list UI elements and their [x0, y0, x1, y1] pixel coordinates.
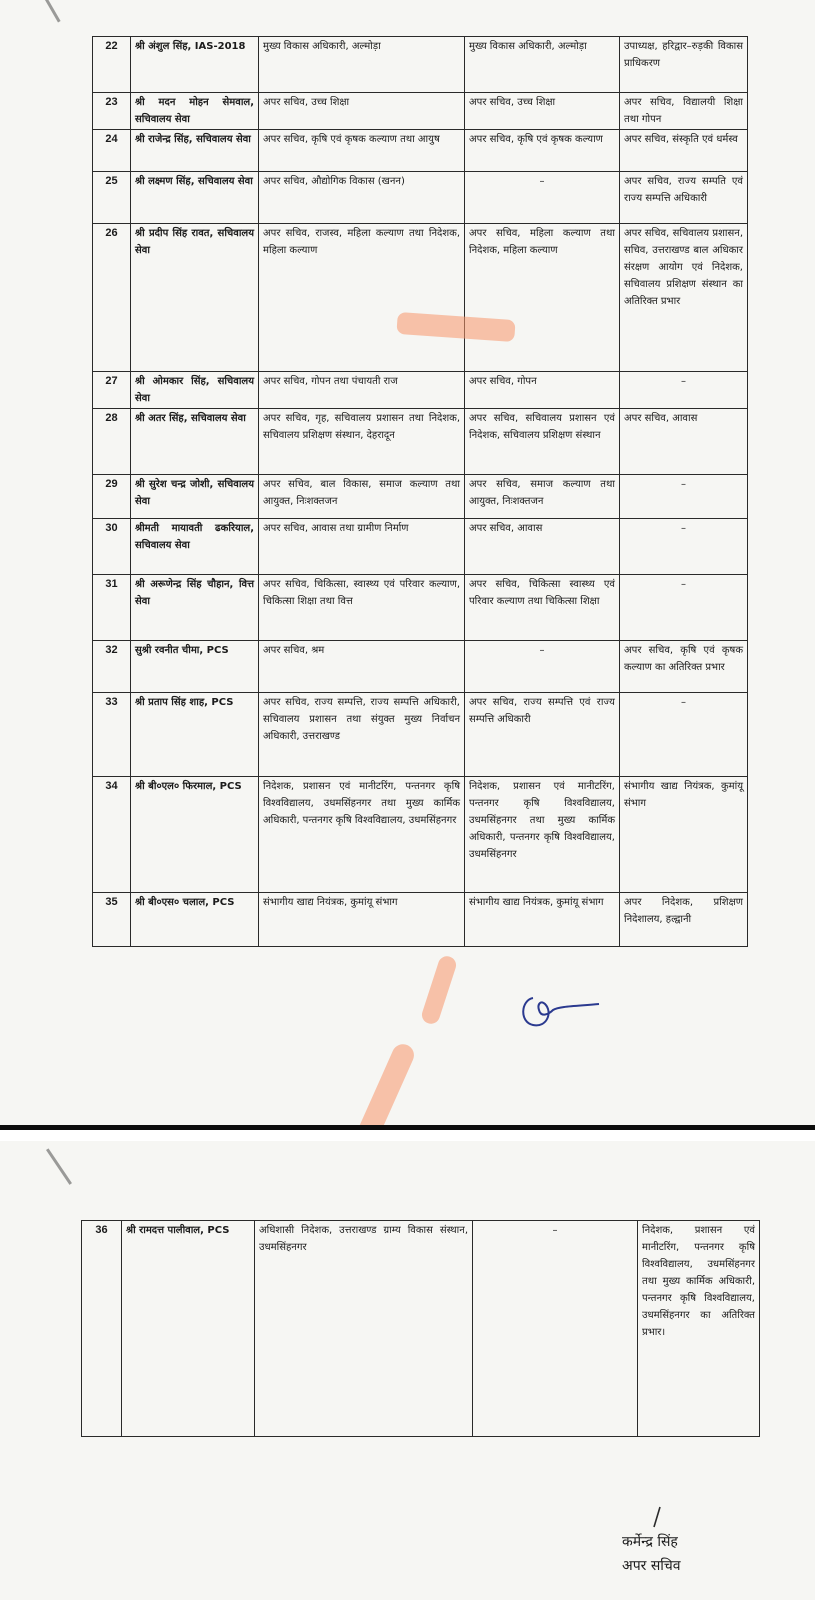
serial-number-cell: 29: [93, 475, 131, 519]
serial-number-cell: 27: [93, 372, 131, 409]
officer-name-cell: श्री रामदत्त पालीवाल, PCS: [122, 1221, 255, 1437]
serial-number-cell: 23: [93, 93, 131, 130]
current-posting-cell: अपर सचिव, उच्च शिक्षा: [259, 93, 465, 130]
new-posting-cell: –: [620, 693, 748, 777]
signatory-block: [622, 1530, 681, 1578]
retained-posting-cell: संभागीय खाद्य नियंत्रक, कुमांयू संभाग: [465, 893, 620, 947]
initials-signature: [519, 992, 619, 1032]
officer-name-cell: श्री लक्ष्मण सिंह, सचिवालय सेवा: [131, 172, 259, 224]
table-row: [93, 641, 748, 693]
retained-posting-cell: अपर सचिव, कृषि एवं कृषक कल्याण: [465, 130, 620, 172]
officer-name-cell: श्री अरूणेन्द्र सिंह चौहान, वित्त सेवा: [131, 575, 259, 641]
serial-number-cell: 22: [93, 37, 131, 93]
serial-number-cell: 35: [93, 893, 131, 947]
table-row: [93, 409, 748, 475]
serial-number-cell: 34: [93, 777, 131, 893]
new-posting-cell: –: [620, 475, 748, 519]
serial-number-cell: 32: [93, 641, 131, 693]
table-row: [93, 37, 748, 93]
current-posting-cell: अपर सचिव, बाल विकास, समाज कल्याण तथा आयुक्त, निःशक्तजन: [259, 475, 465, 519]
retained-posting-cell: मुख्य विकास अधिकारी, अल्मोड़ा: [465, 37, 620, 93]
serial-number-cell: 30: [93, 519, 131, 575]
table-row: [93, 93, 748, 130]
officer-name-cell: श्री सुरेश चन्द्र जोशी, सचिवालय सेवा: [131, 475, 259, 519]
transfer-table-body: [93, 37, 748, 947]
signatory-designation: अपर सचिव: [622, 1558, 681, 1574]
current-posting-cell: अपर सचिव, गोपन तथा पंचायती राज: [259, 372, 465, 409]
serial-number-cell: 36: [82, 1221, 122, 1437]
current-posting-cell: अधिशासी निदेशक, उत्तराखण्ड ग्राम्य विकास संस्थान, उधमसिंहनगर: [255, 1221, 473, 1437]
new-posting-cell: –: [620, 575, 748, 641]
new-posting-cell: अपर सचिव, राज्य सम्पति एवं राज्य सम्पत्ति अधिकारी: [620, 172, 748, 224]
retained-posting-cell: अपर सचिव, उच्च शिक्षा: [465, 93, 620, 130]
current-posting-cell: अपर सचिव, गृह, सचिवालय प्रशासन तथा निदेशक, सचिवालय प्रशिक्षण संस्थान, देहरादून: [259, 409, 465, 475]
retained-posting-cell: अपर सचिव, महिला कल्याण तथा निदेशक, महिला कल्याण: [465, 224, 620, 372]
current-posting-cell: अपर सचिव, चिकित्सा, स्वास्थ्य एवं परिवार कल्याण, चिकित्सा शिक्षा तथा वित्त: [259, 575, 465, 641]
table-row: [93, 893, 748, 947]
table-row: [93, 172, 748, 224]
new-posting-cell: अपर निदेशक, प्रशिक्षण निदेशालय, हल्द्वानी: [620, 893, 748, 947]
current-posting-cell: संभागीय खाद्य नियंत्रक, कुमांयू संभाग: [259, 893, 465, 947]
transfer-table-bottom: [81, 1220, 760, 1437]
serial-number-cell: 28: [93, 409, 131, 475]
retained-posting-cell: –: [473, 1221, 638, 1437]
officer-name-cell: सुश्री रवनीत चीमा, PCS: [131, 641, 259, 693]
new-posting-cell: संभागीय खाद्य नियंत्रक, कुमांयू संभाग: [620, 777, 748, 893]
new-posting-cell: –: [620, 519, 748, 575]
officer-name-cell: श्री प्रताप सिंह शाह, PCS: [131, 693, 259, 777]
new-posting-cell: अपर सचिव, विद्यालयी शिक्षा तथा गोपन: [620, 93, 748, 130]
new-posting-cell: उपाध्यक्ष, हरिद्वार–रुड़की विकास प्राधिकरण: [620, 37, 748, 93]
officer-name-cell: श्री अतर सिंह, सचिवालय सेवा: [131, 409, 259, 475]
new-posting-cell: अपर सचिव, आवास: [620, 409, 748, 475]
current-posting-cell: अपर सचिव, कृषि एवं कृषक कल्याण तथा आयुष: [259, 130, 465, 172]
officer-name-cell: श्रीमती मायावती ढकरियाल, सचिवालय सेवा: [131, 519, 259, 575]
new-posting-cell: अपर सचिव, कृषि एवं कृषक कल्याण का अतिरिक्त प्रभार: [620, 641, 748, 693]
transfer-table-body: [82, 1221, 760, 1437]
officer-name-cell: श्री मदन मोहन सेमवाल, सचिवालय सेवा: [131, 93, 259, 130]
table-row: [93, 693, 748, 777]
current-posting-cell: अपर सचिव, आवास तथा ग्रामीण निर्माण: [259, 519, 465, 575]
current-posting-cell: अपर सचिव, राज्य सम्पत्ति, राज्य सम्पत्ति अधिकारी, सचिवालय प्रशासन तथा संयुक्त मुख्य निर्वाचन अधिकारी, उत्तराखण्ड: [259, 693, 465, 777]
transfer-table-top: [92, 36, 748, 947]
new-posting-cell: –: [620, 372, 748, 409]
officer-name-cell: श्री बी०एल० फिरमाल, PCS: [131, 777, 259, 893]
retained-posting-cell: अपर सचिव, आवास: [465, 519, 620, 575]
serial-number-cell: 26: [93, 224, 131, 372]
table-row: [93, 519, 748, 575]
retained-posting-cell: अपर सचिव, गोपन: [465, 372, 620, 409]
retained-posting-cell: अपर सचिव, राज्य सम्पत्ति एवं राज्य सम्पत्ति अधिकारी: [465, 693, 620, 777]
table-row: [93, 575, 748, 641]
table-row: [82, 1221, 760, 1437]
retained-posting-cell: –: [465, 641, 620, 693]
serial-number-cell: 24: [93, 130, 131, 172]
new-posting-cell: अपर सचिव, संस्कृति एवं धर्मस्व: [620, 130, 748, 172]
new-posting-cell: निदेशक, प्रशासन एवं मानीटरिंग, पन्तनगर कृषि विश्वविद्यालय, उधमसिंहनगर तथा मुख्य कार्मिक अधिकारी, पन्तनगर कृषि विश्वविद्यालय, उधमसिंहनगर का अतिरिक्त प्रभार।: [638, 1221, 760, 1437]
serial-number-cell: 33: [93, 693, 131, 777]
serial-number-cell: 25: [93, 172, 131, 224]
retained-posting-cell: अपर सचिव, समाज कल्याण तथा आयुक्त, निःशक्तजन: [465, 475, 620, 519]
current-posting-cell: अपर सचिव, औद्योगिक विकास (खनन): [259, 172, 465, 224]
retained-posting-cell: –: [465, 172, 620, 224]
retained-posting-cell: अपर सचिव, सचिवालय प्रशासन एवं निदेशक, सचिवालय प्रशिक्षण संस्थान: [465, 409, 620, 475]
signatory-name: कर्मेन्द्र सिंह: [622, 1534, 678, 1550]
signature-tick: [648, 1505, 668, 1529]
officer-name-cell: श्री अंशुल सिंह, IAS-2018: [131, 37, 259, 93]
table-row: [93, 777, 748, 893]
current-posting-cell: अपर सचिव, राजस्व, महिला कल्याण तथा निदेशक, महिला कल्याण: [259, 224, 465, 372]
table-row: [93, 130, 748, 172]
serial-number-cell: 31: [93, 575, 131, 641]
table-row: [93, 372, 748, 409]
new-posting-cell: अपर सचिव, सचिवालय प्रशासन, सचिव, उत्तराखण्ड बाल अधिकार संरक्षण आयोग एवं निदेशक, सचिवालय प्रशिक्षण संस्थान का अतिरिक्त प्रभार: [620, 224, 748, 372]
officer-name-cell: श्री प्रदीप सिंह रावत, सचिवालय सेवा: [131, 224, 259, 372]
current-posting-cell: निदेशक, प्रशासन एवं मानीटरिंग, पन्तनगर कृषि विश्वविद्यालय, उधमसिंहनगर तथा मुख्य कार्मिक अधिकारी, पन्तनगर कृषि विश्वविद्यालय, उधमसिंहनगर: [259, 777, 465, 893]
current-posting-cell: मुख्य विकास अधिकारी, अल्मोड़ा: [259, 37, 465, 93]
current-posting-cell: अपर सचिव, श्रम: [259, 641, 465, 693]
retained-posting-cell: निदेशक, प्रशासन एवं मानीटरिंग, पन्तनगर कृषि विश्वविद्यालय, उधमसिंहनगर तथा मुख्य कार्मिक अधिकारी, पन्तनगर कृषि विश्वविद्यालय, उधमसिंहनगर: [465, 777, 620, 893]
page-break-divider: [0, 1125, 815, 1141]
retained-posting-cell: अपर सचिव, चिकित्सा स्वास्थ्य एवं परिवार कल्याण तथा चिकित्सा शिक्षा: [465, 575, 620, 641]
table-row: [93, 224, 748, 372]
officer-name-cell: श्री ओमकार सिंह, सचिवालय सेवा: [131, 372, 259, 409]
officer-name-cell: श्री राजेन्द्र सिंह, सचिवालय सेवा: [131, 130, 259, 172]
table-row: [93, 475, 748, 519]
officer-name-cell: श्री बी०एस० चलाल, PCS: [131, 893, 259, 947]
